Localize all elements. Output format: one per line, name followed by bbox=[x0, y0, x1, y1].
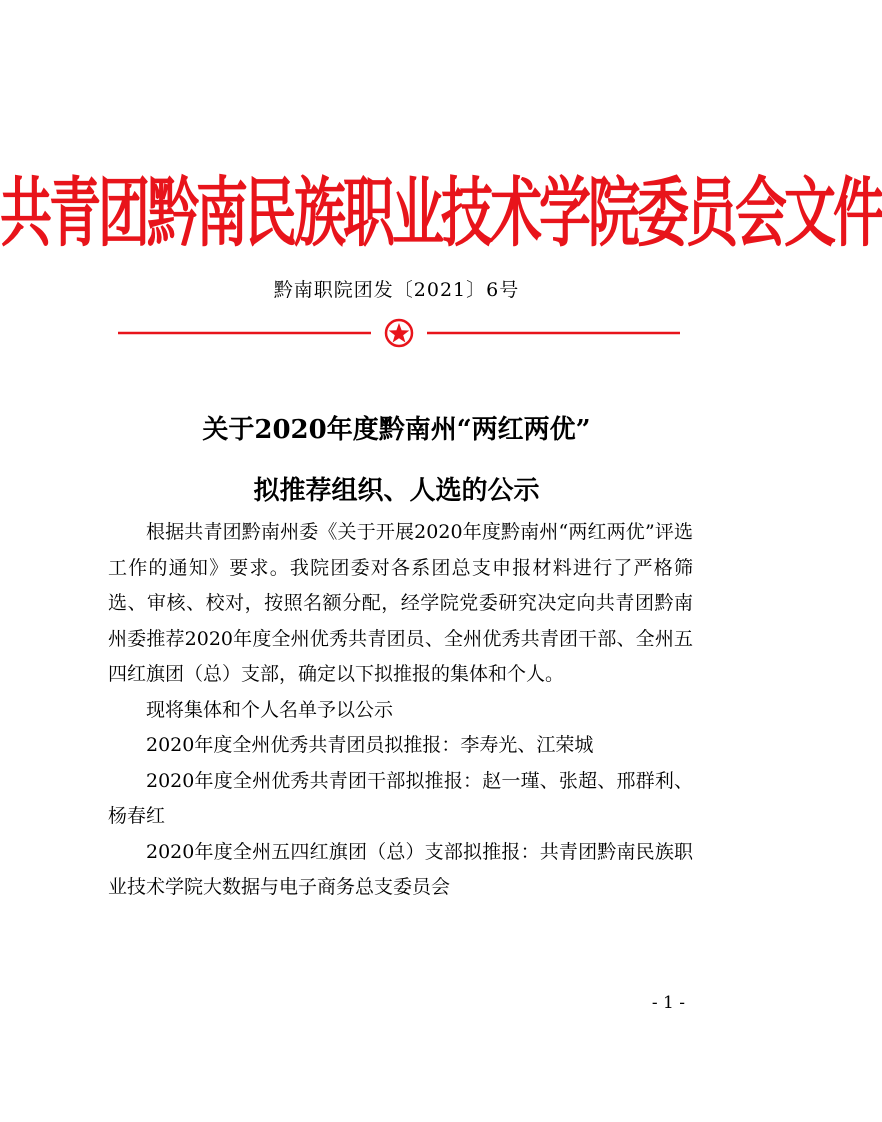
star-icon bbox=[386, 320, 412, 346]
red-header-title: 共青团黔南民族职业技术学院委员会文件 bbox=[0, 170, 882, 258]
paragraph-league-members: 2020年度全州优秀共青团员拟推报：李寿光、江荣城 bbox=[146, 734, 594, 756]
paragraph-intro: 根据共青团黔南州委《关于开展2020年度黔南州“两红两优”评选工作的通知》要求。我院团委对各系团总支申报材料进行了严格筛选、审核、校对，按照名额分配，经学院党委研究决定向共青团黔南州委推荐2020年度全州优秀共青团员、全州优秀共青团干部、全州五四红旗团（总）支部，确定以下拟推报的集体和个人。 bbox=[108, 521, 693, 685]
document-number: 黔南职院团发〔2021〕6号 bbox=[273, 279, 520, 301]
notice-title-line-1: 关于2020年度黔南州“两红两优” bbox=[202, 415, 591, 445]
page-number: - 1 - bbox=[651, 993, 685, 1013]
paragraph-league-cadres: 2020年度全州优秀共青团干部拟推报：赵一瑾、张超、邢群利、杨春红 bbox=[108, 769, 693, 827]
paragraph-publicity: 现将集体和个人名单予以公示 bbox=[146, 698, 394, 721]
notice-body bbox=[108, 515, 693, 906]
notice-title-line-2: 拟推荐组织、人选的公示 bbox=[253, 476, 540, 506]
paragraph-red-flag-branch: 2020年度全州五四红旗团（总）支部拟推报：共青团黔南民族职业技术学院大数据与电子商务总支委员会 bbox=[108, 840, 693, 898]
red-divider bbox=[118, 320, 680, 350]
